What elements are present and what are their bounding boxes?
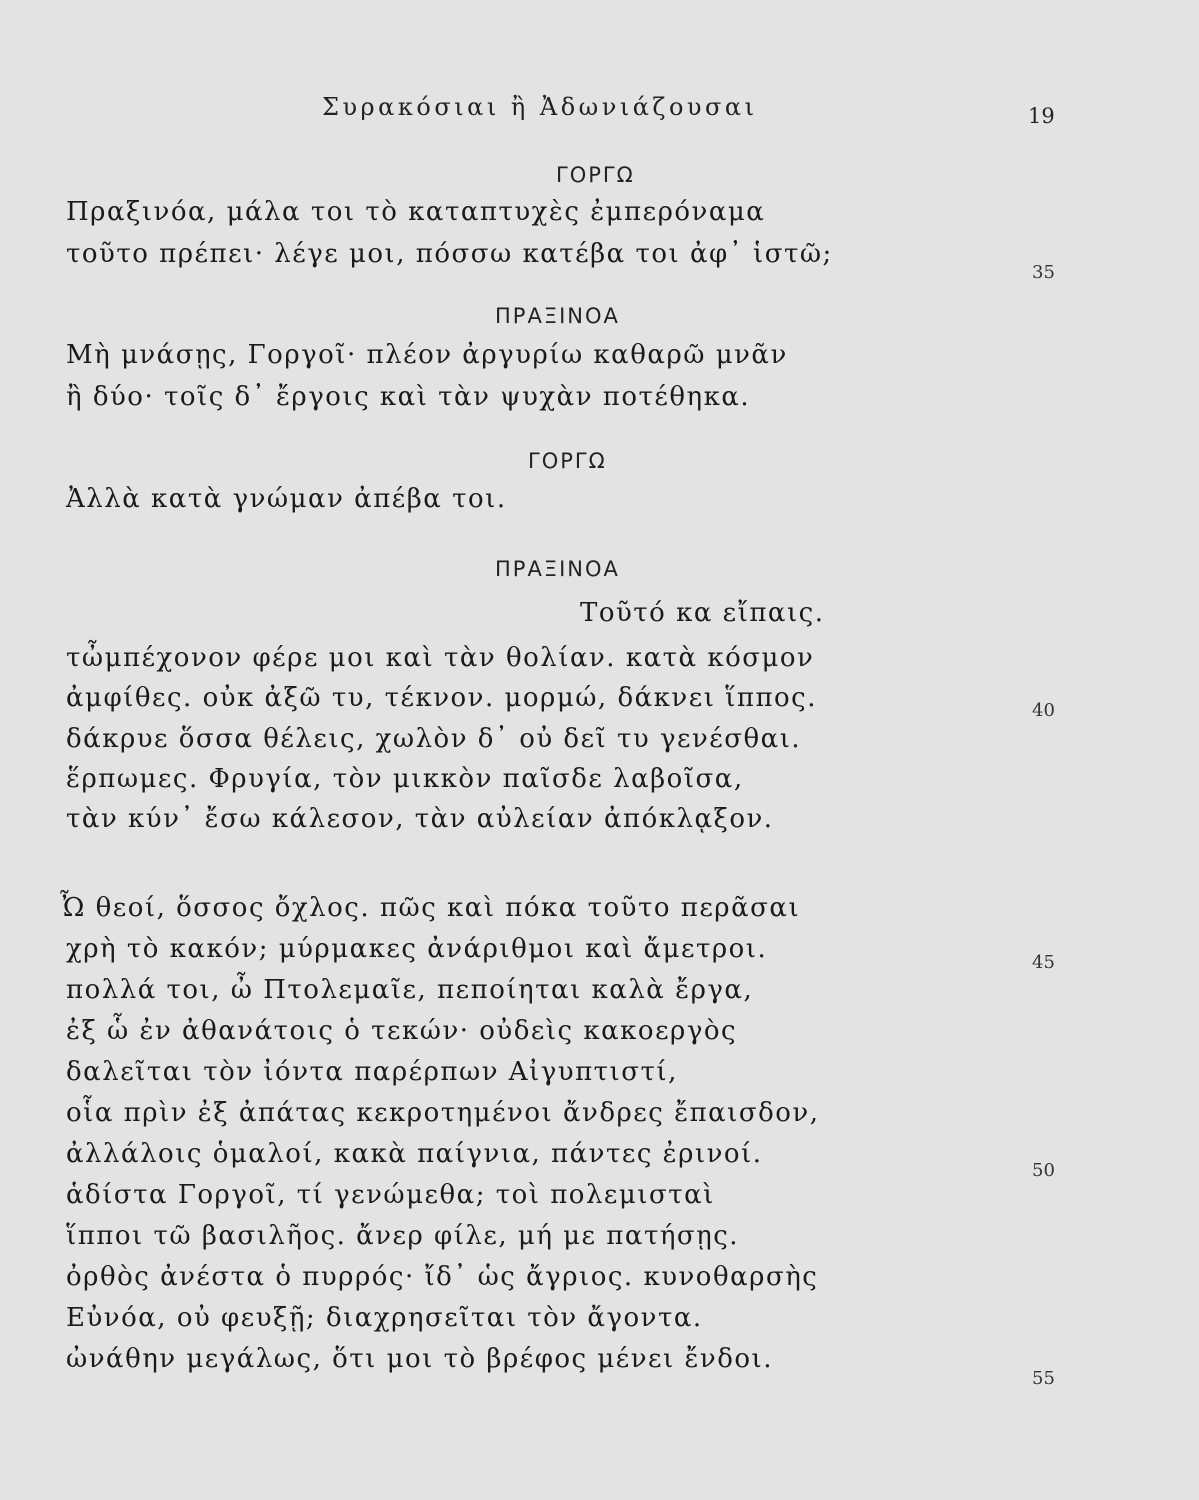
verse-line: χρὴ τὸ κακόν; μύρμακες ἀνάριθμοι καὶ ἄμετροι. [66, 934, 768, 964]
verse-line: ἀμφίθες. οὐκ ἀξῶ τυ, τέκνον. μορμώ, δάκνει ἵππος. [66, 683, 818, 713]
verse-line: δαλεῖται τὸν ἰόντα παρέρπων Αἰγυπτιστί, [66, 1057, 678, 1087]
verse-line: ἕρπωμες. Φρυγία, τὸν μικκὸν παῖσδε λαβοῖσα, [66, 764, 744, 794]
verse-line: ἐξ ὧ ἐν ἀθανάτοις ὁ τεκών· οὐδεὶς κακοεργὸς [66, 1016, 738, 1046]
speaker-label-gorgo: ΓΟΡΓΩ [556, 163, 635, 187]
verse-line: τὰν κύν᾽ ἔσω κάλεσον, τὰν αὐλείαν ἀπόκλᾳξον. [66, 804, 774, 834]
verse-line: οἷα πρὶν ἐξ ἀπάτας κεκροτημένοι ἄνδρες ἔπαισδον, [66, 1098, 820, 1128]
verse-line: ὀρθὸς ἀνέστα ὁ πυρρός· ἴδ᾽ ὡς ἄγριος. κυνοθαρσὴς [66, 1262, 819, 1292]
page-number: 19 [1028, 104, 1055, 128]
verse-line: Μὴ μνάσῃς, Γοργοῖ· πλέον ἀργυρίω καθαρῶ μνᾶν [66, 340, 788, 370]
verse-line: Τοῦτό κα εἴπαις. [580, 598, 825, 628]
speaker-label-gorgo: ΓΟΡΓΩ [528, 449, 607, 473]
speaker-label-praxinoa: ΠΡΑΞΙΝΟΑ [495, 304, 620, 328]
verse-line: πολλά τοι, ὦ Πτολεμαῖε, πεποίηται καλὰ ἔργα, [66, 975, 754, 1005]
verse-line: ἁδίστα Γοργοῖ, τί γενώμεθα; τοὶ πολεμισταὶ [66, 1180, 715, 1210]
running-title: Συρακόσιαι ἢ Ἀδωνιάζουσαι [322, 93, 758, 121]
verse-line: ἵπποι τῶ βασιλῆος. ἄνερ φίλε, μή με πατήσῃς. [66, 1221, 740, 1251]
verse-line: Εὐνόα, οὐ φευξῇ; διαχρησεῖται τὸν ἄγοντα. [66, 1303, 703, 1333]
line-number: 35 [1032, 262, 1055, 283]
verse-line: Ἀλλὰ κατὰ γνώμαν ἀπέβα τοι. [66, 484, 507, 514]
verse-line: τὦμπέχονον φέρε μοι καὶ τὰν θολίαν. κατὰ κόσμον [66, 643, 815, 673]
line-number: 50 [1032, 1160, 1055, 1181]
verse-line: ἀλλάλοις ὁμαλοί, κακὰ παίγνια, πάντες ἐρινοί. [66, 1139, 763, 1169]
verse-line: Πραξινόα, μάλα τοι τὸ καταπτυχὲς ἐμπερόναμα [66, 197, 766, 227]
verse-line: τοῦτο πρέπει· λέγε μοι, πόσσω κατέβα τοι ἀφ᾽ ἱστῶ; [66, 239, 833, 269]
verse-line: Ὦ θεοί, ὅσσος ὄχλος. πῶς καὶ πόκα τοῦτο περᾶσαι [60, 893, 801, 923]
line-number: 55 [1032, 1368, 1055, 1389]
verse-line: ἢ δύο· τοῖς δ᾽ ἔργοις καὶ τὰν ψυχὰν ποτέθηκα. [66, 382, 751, 412]
line-number: 45 [1032, 952, 1055, 973]
verse-line: δάκρυε ὅσσα θέλεις, χωλὸν δ᾽ οὐ δεῖ τυ γενέσθαι. [66, 724, 802, 754]
verse-line: ὠνάθην μεγάλως, ὅτι μοι τὸ βρέφος μένει ἔνδοι. [66, 1344, 774, 1374]
line-number: 40 [1032, 700, 1055, 721]
speaker-label-praxinoa: ΠΡΑΞΙΝΟΑ [495, 557, 620, 581]
